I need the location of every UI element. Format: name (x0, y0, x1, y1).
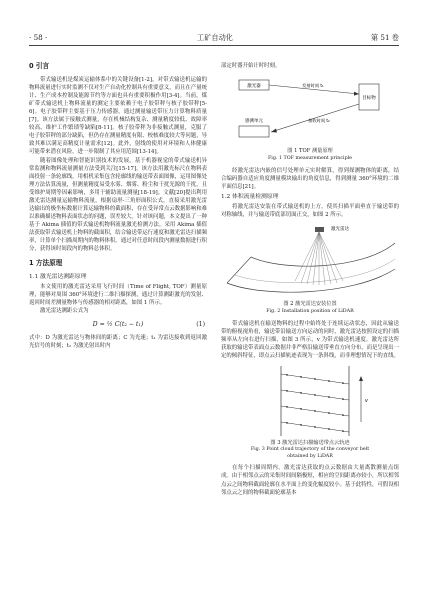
subsection-lidar-ranging-heading: 1.1 激光雷达测距原理 (29, 274, 87, 281)
lidar-solve-paragraph: 经激光雷达内嵌的信号处理单元实时解算，得到探测物体的距离，结合编码器自适应角度测量模块输出的角度信息，得到测量 360°环境的二维平面信息[21]。 (221, 168, 399, 191)
return-arrowhead (271, 129, 277, 133)
section-introduction-heading: 0 引言 (29, 62, 50, 70)
figure-1-caption-en: Fig. 1 TOF measurement principle (267, 155, 353, 161)
figure-3-caption: 图 3 激光雷达扫描输送带点云轨迹 (270, 439, 350, 446)
belt-left-edge (227, 257, 251, 283)
page-number: · 58 · (29, 33, 48, 42)
continuation-text: 部定时器开始计时时刻。 (221, 63, 281, 69)
running-header (29, 33, 399, 44)
motion-paragraph: 带式输送机在输送物料的过程中始终处于连续运动状态，因此从输送带的俯视视角看，输送带沿输送方向运动的同时，激光雷达按照设定的扫描频率从左向右进行扫描，如图 3 所示，v 为带式输送机速度。激光雷达所获取的输送带表面点云数据并非严格沿输送带垂直方向分布，而是呈现出一定的倾斜特征，即点云扫描轨迹表现为一条斜线，而非理想情况下的直线。 (221, 320, 399, 359)
velocity-label: v (365, 397, 368, 404)
section-method-heading: 1 方法原理 (29, 259, 63, 268)
left-column (29, 62, 207, 350)
figure-2-caption: 图 2 激光雷达安装位置 (283, 301, 337, 308)
target-label: 目标物 (362, 96, 376, 102)
intro-paragraph-2: 随着图像处理和智能识别技术的发展，基于机器视觉的带式输送机异常监测和物料流量测量方法受到关注[15-17]。该方法用激光标尺在物料表面投射一条轮廓线，用相机采集包含轮廓线的输送带表面图像，运用图像处理方法估算流量，但测量精度易受水雾、烟雾、粉尘和干扰光源的干扰，且受维护周期等因素影响，多用于辅助流量测量[18-19]。文献[20]提出利用激光雷达测量运输物料流量，根据扇形-三角形面积公式，直接采用激光雷达输出的极坐标数据计算运输物料的截面积，存在受异常点云数据影响和难以准确描述物料表面状态的问题，误差较大。针对该问题，本文提出了一种基于 Akima 插值的带式输送机物料流量激光检测方法。采用 Akima 插值法获取带式输送机上物料的截面积，结合输送带运行速度和激光雷达扫描频率，计算单个扫描周期内的物料体积。通过对任意时间段内测量数据进行积分，获得该时间段内的物料总体积。 (29, 157, 207, 253)
figure-2-caption-en: Fig. 2 Installation position of LiDAR (266, 308, 354, 314)
journal-title: 工矿自动化 (197, 33, 233, 42)
subsection-volume-flow-heading: 1.2 体积流量检测原理 (221, 194, 279, 201)
sensor-box (239, 126, 269, 137)
lidar-paragraph: 本文使用的激光雷达采用飞行时间（Time of Flight, TOF）测量原理，能够对周围 360°环境进行二维扫描探测，通过计算测距激光的发射、返回时间差测量物体与传感器的相对距离，如图 1 所示。 (29, 284, 207, 307)
volume-label: 第 51 卷 (370, 33, 399, 42)
laser-label: 激光器 (247, 84, 261, 90)
belt-surface-line (235, 259, 395, 283)
tof-principle-figure (221, 74, 399, 148)
scan-beams (295, 232, 343, 285)
velocity-arrowhead (359, 376, 363, 381)
sensor-label: 感测单元 (245, 119, 263, 125)
receive-time-label: 接收时间 t₂ (308, 118, 330, 124)
scan-points (286, 374, 344, 432)
point-cloud-trajectory-figure (221, 362, 399, 440)
lidar-device (315, 227, 324, 232)
equation-body: D = ½ C(t₂ − t₁) (92, 321, 144, 329)
right-column (221, 62, 399, 497)
equation-explanation: 式中：D 为激光雷达与物体间的距离；C 为光速；t₁ 为雷达接收到返回激光信号的时刻；t₂ 为激光射出时内 (29, 335, 207, 350)
distance-equation (29, 318, 207, 332)
equation-number: (1) (196, 321, 205, 329)
figure-3-caption-en-line2: obtained by LiDAR (287, 453, 333, 459)
figure-1-caption: 图 1 TOF 测量原理 (287, 148, 333, 155)
conveyor-belt-front-edge (227, 269, 395, 292)
emit-time-label: 发射时间 t₁ (302, 83, 324, 89)
formula-intro: 激光雷达测距公式为 (40, 308, 89, 315)
intro-paragraph-1: 带式输送机是煤炭运输体系中的关键设备[1-2]，对带式输送机运输的物料流量进行实时监测不仅对生产自动化控制具有重要意义，而且在产量统计、生产成本控制及能源节约等方面也具有重要积极作用[3-4]。当前，煤矿带式输送机上物料流量的测定主要依赖于电子胶带秤与核子胶带秤[5-6]。电子胶带秤主要基于压力传感器，通过测量输送带压力计算物料质量[7]。该方法属于接触式测量，存在机械结构复杂、测量精度较低、故障率较高、维护工作繁琐等缺陷[8-11]。核子胶带秤为非接触式测量，克服了电子胶带秤的部分缺陷，但仍存在测量精度有限、校核难度较大等问题，导致其难以满足高精度计量需求[12]。此外，射线的使用对环境和人体健康可能带来潜在风险，进一步限制了其应用范围[13-14]。 (29, 77, 207, 156)
scan-trajectories (281, 374, 349, 432)
installation-paragraph: 将激光雷达安装在带式输送机的上方，使其扫描平面垂直于输送带的对称轴线，并与输送带底部切面正交，如图 2 所示。 (221, 204, 399, 219)
emit-arrowhead (354, 92, 359, 96)
conveyor-belt-back-edge (251, 243, 395, 266)
scan-cycle-paragraph: 在每个扫描周期内，激光雷达获取的点云数据由大量离散测量点组成。由于相邻点云的采集时间间隔极短，相应的空间距离亦较小，所以相邻点云之间物料截面轮廓在水平面上的变化幅度较小。基于此特性，可假设相邻点云之间的物料截面轮廓基本 (221, 465, 399, 496)
lidar-installation-figure (221, 221, 399, 301)
figure-3-caption-en-line1: Fig. 3 Point cloud trajectory of the conveyor belt (250, 447, 370, 453)
header-rule (29, 45, 399, 46)
lidar-label: 激光雷达 (331, 227, 349, 233)
